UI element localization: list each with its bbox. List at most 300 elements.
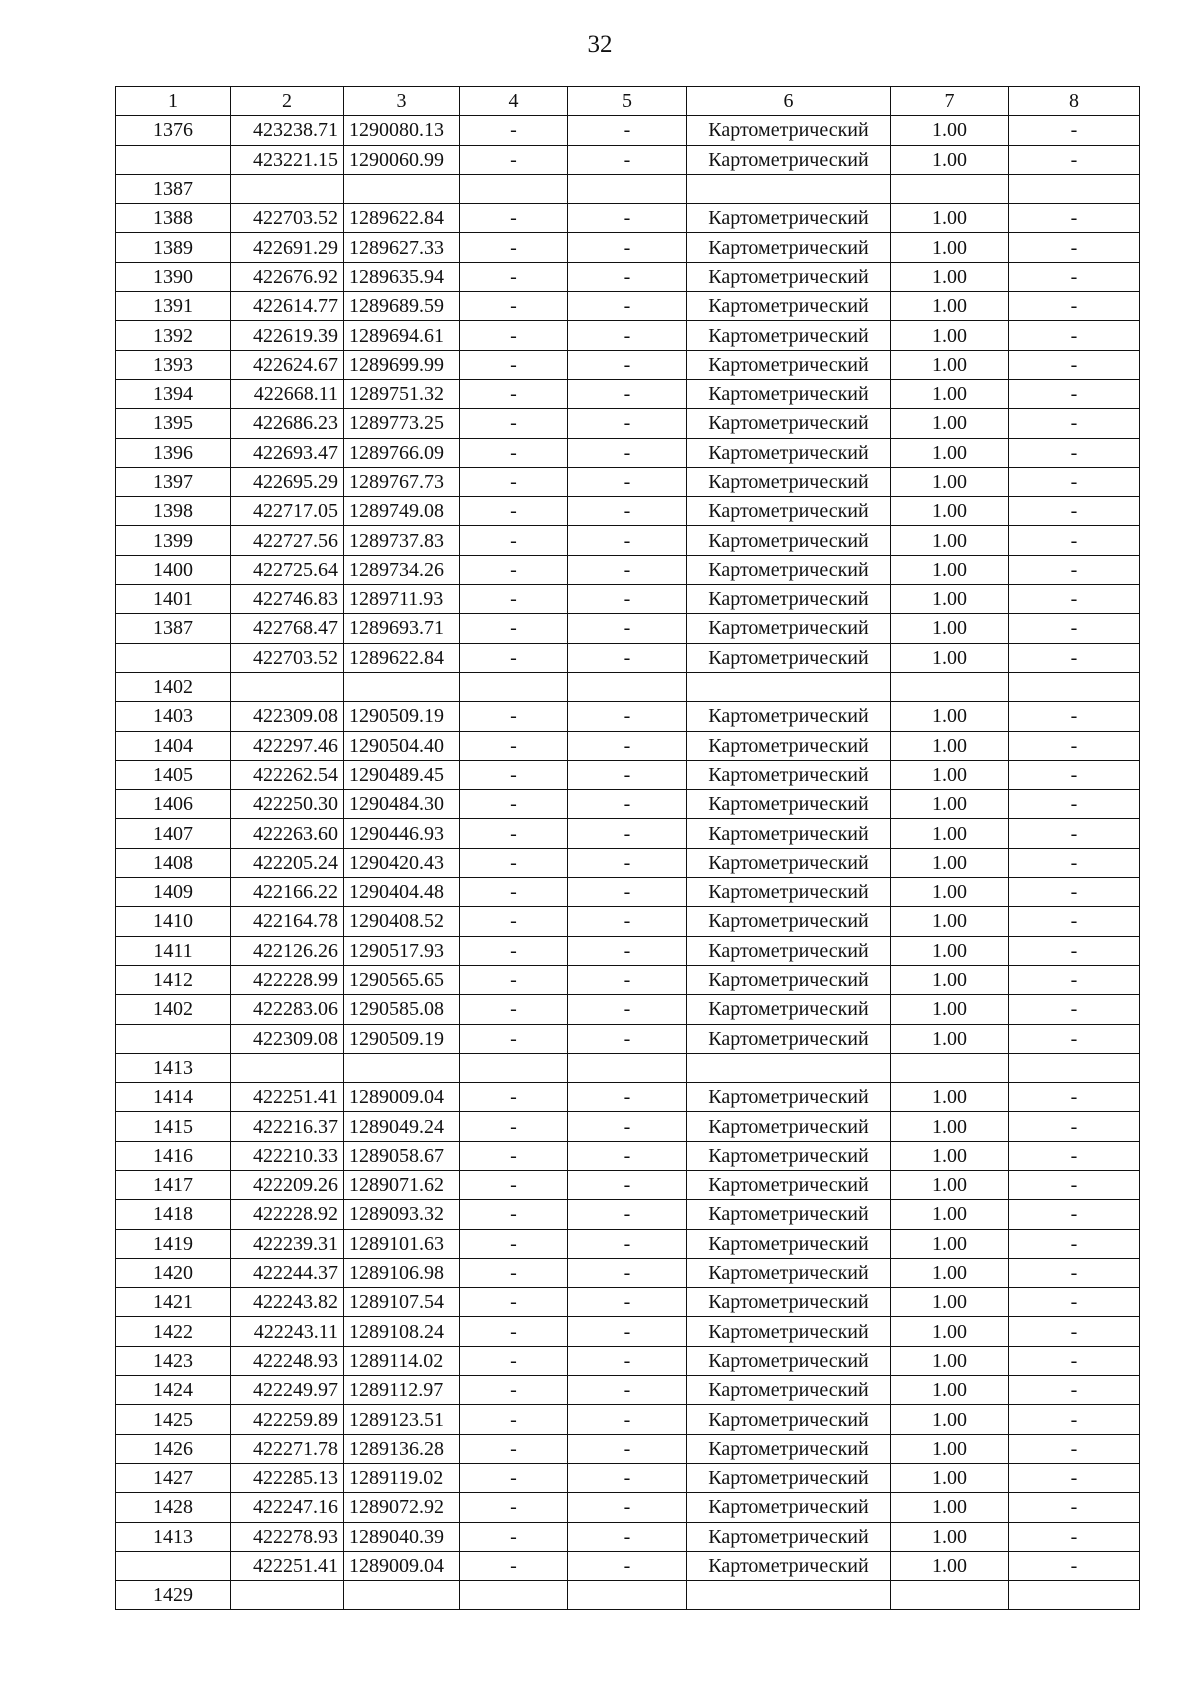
- cell-col-4: -: [460, 848, 568, 877]
- table-row: [116, 1493, 1140, 1522]
- cell-y-coordinate: 1289119.02: [344, 1463, 460, 1492]
- cell-point-number: 1397: [116, 467, 231, 496]
- cell-col-5: -: [568, 1405, 687, 1434]
- cell-point-number: 1387: [116, 614, 231, 643]
- cell-accuracy: 1.00: [891, 204, 1009, 233]
- cell-method: Картометрический: [687, 1376, 891, 1405]
- cell-method: Картометрический: [687, 907, 891, 936]
- cell-col-8: -: [1009, 1141, 1140, 1170]
- table-row: [116, 878, 1140, 907]
- cell-y-coordinate: 1289751.32: [344, 379, 460, 408]
- cell-col-4: -: [460, 1493, 568, 1522]
- cell-col-5: [568, 672, 687, 701]
- cell-point-number: 1418: [116, 1200, 231, 1229]
- column-header-2: 2: [231, 87, 344, 116]
- cell-col-5: -: [568, 1258, 687, 1287]
- cell-x-coordinate: 422727.56: [231, 526, 344, 555]
- cell-col-4: -: [460, 731, 568, 760]
- table-row: [116, 1024, 1140, 1053]
- cell-method: Картометрический: [687, 1434, 891, 1463]
- cell-x-coordinate: 422703.52: [231, 643, 344, 672]
- cell-col-4: -: [460, 1346, 568, 1375]
- cell-y-coordinate: 1290404.48: [344, 878, 460, 907]
- cell-point-number: 1390: [116, 262, 231, 291]
- cell-x-coordinate: 422251.41: [231, 1551, 344, 1580]
- table-row: [116, 819, 1140, 848]
- cell-col-8: -: [1009, 1522, 1140, 1551]
- cell-col-5: -: [568, 467, 687, 496]
- table-row: [116, 1463, 1140, 1492]
- cell-col-5: -: [568, 1170, 687, 1199]
- cell-col-8: -: [1009, 1200, 1140, 1229]
- cell-accuracy: 1.00: [891, 1551, 1009, 1580]
- cell-col-5: -: [568, 1112, 687, 1141]
- cell-col-4: -: [460, 643, 568, 672]
- cell-accuracy: 1.00: [891, 907, 1009, 936]
- cell-method: Картометрический: [687, 965, 891, 994]
- cell-point-number: 1420: [116, 1258, 231, 1287]
- cell-y-coordinate: 1290420.43: [344, 848, 460, 877]
- cell-accuracy: 1.00: [891, 1522, 1009, 1551]
- cell-col-5: -: [568, 790, 687, 819]
- cell-y-coordinate: 1289773.25: [344, 409, 460, 438]
- cell-method: Картометрический: [687, 262, 891, 291]
- table-row: [116, 585, 1140, 614]
- cell-x-coordinate: 422249.97: [231, 1376, 344, 1405]
- cell-col-8: -: [1009, 379, 1140, 408]
- cell-x-coordinate: 422309.08: [231, 702, 344, 731]
- cell-col-8: -: [1009, 116, 1140, 145]
- cell-col-5: -: [568, 731, 687, 760]
- table-row: [116, 1405, 1140, 1434]
- cell-col-5: -: [568, 379, 687, 408]
- cell-col-5: [568, 1581, 687, 1610]
- cell-accuracy: 1.00: [891, 731, 1009, 760]
- cell-y-coordinate: 1289622.84: [344, 204, 460, 233]
- cell-y-coordinate: 1290060.99: [344, 145, 460, 174]
- cell-y-coordinate: 1289114.02: [344, 1346, 460, 1375]
- cell-method: Картометрический: [687, 204, 891, 233]
- cell-col-4: -: [460, 995, 568, 1024]
- cell-point-number: 1376: [116, 116, 231, 145]
- table-row: [116, 145, 1140, 174]
- cell-accuracy: 1.00: [891, 526, 1009, 555]
- cell-method: Картометрический: [687, 1200, 891, 1229]
- cell-point-number: 1419: [116, 1229, 231, 1258]
- cell-point-number: 1387: [116, 174, 231, 203]
- cell-col-5: -: [568, 1493, 687, 1522]
- cell-col-4: -: [460, 1522, 568, 1551]
- column-header-8: 8: [1009, 87, 1140, 116]
- cell-point-number: 1427: [116, 1463, 231, 1492]
- cell-method: Картометрический: [687, 350, 891, 379]
- cell-y-coordinate: 1290080.13: [344, 116, 460, 145]
- cell-col-5: -: [568, 204, 687, 233]
- cell-col-4: -: [460, 526, 568, 555]
- table-row: [116, 1170, 1140, 1199]
- column-header-4: 4: [460, 87, 568, 116]
- cell-x-coordinate: 422243.11: [231, 1317, 344, 1346]
- table-row: [116, 350, 1140, 379]
- table-row: [116, 116, 1140, 145]
- cell-point-number: [116, 643, 231, 672]
- cell-col-8: -: [1009, 790, 1140, 819]
- cell-y-coordinate: 1290565.65: [344, 965, 460, 994]
- cell-method: Картометрический: [687, 702, 891, 731]
- table-body: [116, 116, 1140, 1610]
- cell-col-8: -: [1009, 1551, 1140, 1580]
- cell-point-number: 1402: [116, 672, 231, 701]
- cell-col-5: -: [568, 1024, 687, 1053]
- cell-x-coordinate: 422259.89: [231, 1405, 344, 1434]
- cell-accuracy: 1.00: [891, 497, 1009, 526]
- cell-col-4: -: [460, 1434, 568, 1463]
- cell-col-8: [1009, 1053, 1140, 1082]
- cell-x-coordinate: 422271.78: [231, 1434, 344, 1463]
- table-row: [116, 1083, 1140, 1112]
- cell-accuracy: [891, 174, 1009, 203]
- cell-col-5: -: [568, 585, 687, 614]
- cell-x-coordinate: 422695.29: [231, 467, 344, 496]
- cell-point-number: 1422: [116, 1317, 231, 1346]
- cell-col-8: -: [1009, 907, 1140, 936]
- cell-accuracy: 1.00: [891, 790, 1009, 819]
- cell-y-coordinate: 1289009.04: [344, 1083, 460, 1112]
- cell-col-8: -: [1009, 760, 1140, 789]
- cell-col-4: -: [460, 233, 568, 262]
- cell-y-coordinate: 1289734.26: [344, 555, 460, 584]
- cell-point-number: 1405: [116, 760, 231, 789]
- cell-col-8: -: [1009, 1288, 1140, 1317]
- cell-x-coordinate: 422676.92: [231, 262, 344, 291]
- cell-col-8: -: [1009, 1170, 1140, 1199]
- cell-x-coordinate: 422247.16: [231, 1493, 344, 1522]
- cell-col-8: -: [1009, 233, 1140, 262]
- cell-x-coordinate: 423238.71: [231, 116, 344, 145]
- cell-col-8: -: [1009, 819, 1140, 848]
- cell-col-4: [460, 174, 568, 203]
- cell-method: Картометрический: [687, 585, 891, 614]
- cell-col-5: -: [568, 292, 687, 321]
- cell-method: Картометрический: [687, 731, 891, 760]
- cell-point-number: 1413: [116, 1053, 231, 1082]
- cell-point-number: 1396: [116, 438, 231, 467]
- cell-point-number: 1398: [116, 497, 231, 526]
- table-row: [116, 174, 1140, 203]
- cell-y-coordinate: [344, 174, 460, 203]
- cell-x-coordinate: 422166.22: [231, 878, 344, 907]
- cell-point-number: 1393: [116, 350, 231, 379]
- cell-x-coordinate: [231, 1581, 344, 1610]
- cell-col-8: -: [1009, 409, 1140, 438]
- cell-point-number: 1412: [116, 965, 231, 994]
- cell-col-5: -: [568, 1346, 687, 1375]
- table-row: [116, 643, 1140, 672]
- cell-y-coordinate: [344, 1581, 460, 1610]
- cell-col-8: -: [1009, 145, 1140, 174]
- column-header-1: 1: [116, 87, 231, 116]
- cell-point-number: [116, 1551, 231, 1580]
- cell-col-5: -: [568, 233, 687, 262]
- cell-col-8: -: [1009, 1463, 1140, 1492]
- cell-col-5: -: [568, 497, 687, 526]
- cell-col-4: -: [460, 350, 568, 379]
- table-row: [116, 731, 1140, 760]
- table-row: [116, 555, 1140, 584]
- cell-col-4: -: [460, 204, 568, 233]
- cell-point-number: 1417: [116, 1170, 231, 1199]
- cell-y-coordinate: 1290446.93: [344, 819, 460, 848]
- cell-x-coordinate: 422717.05: [231, 497, 344, 526]
- cell-accuracy: 1.00: [891, 233, 1009, 262]
- cell-x-coordinate: 422126.26: [231, 936, 344, 965]
- cell-point-number: 1415: [116, 1112, 231, 1141]
- table-row: [116, 995, 1140, 1024]
- cell-x-coordinate: 422725.64: [231, 555, 344, 584]
- cell-point-number: 1407: [116, 819, 231, 848]
- cell-accuracy: 1.00: [891, 760, 1009, 789]
- cell-x-coordinate: 422209.26: [231, 1170, 344, 1199]
- cell-col-8: -: [1009, 1083, 1140, 1112]
- cell-col-8: -: [1009, 350, 1140, 379]
- cell-accuracy: 1.00: [891, 1493, 1009, 1522]
- cell-method: Картометрический: [687, 1463, 891, 1492]
- cell-col-5: -: [568, 1434, 687, 1463]
- cell-accuracy: 1.00: [891, 1317, 1009, 1346]
- cell-accuracy: 1.00: [891, 1170, 1009, 1199]
- cell-col-5: -: [568, 116, 687, 145]
- cell-col-5: -: [568, 1229, 687, 1258]
- cell-col-8: -: [1009, 497, 1140, 526]
- cell-col-8: -: [1009, 585, 1140, 614]
- cell-accuracy: 1.00: [891, 1083, 1009, 1112]
- cell-accuracy: 1.00: [891, 936, 1009, 965]
- cell-method: Картометрический: [687, 379, 891, 408]
- cell-accuracy: [891, 1053, 1009, 1082]
- cell-col-8: -: [1009, 1229, 1140, 1258]
- cell-point-number: 1429: [116, 1581, 231, 1610]
- table-row: [116, 1141, 1140, 1170]
- header-row: [116, 87, 1140, 116]
- cell-col-5: -: [568, 1551, 687, 1580]
- cell-x-coordinate: 422297.46: [231, 731, 344, 760]
- table-row: [116, 1317, 1140, 1346]
- table-row: [116, 790, 1140, 819]
- cell-col-5: -: [568, 848, 687, 877]
- cell-accuracy: [891, 1581, 1009, 1610]
- cell-col-5: -: [568, 936, 687, 965]
- cell-col-5: [568, 1053, 687, 1082]
- cell-point-number: 1414: [116, 1083, 231, 1112]
- cell-point-number: 1428: [116, 1493, 231, 1522]
- cell-col-8: -: [1009, 1405, 1140, 1434]
- cell-col-8: -: [1009, 643, 1140, 672]
- cell-col-5: -: [568, 1083, 687, 1112]
- table-row: [116, 233, 1140, 262]
- cell-col-8: -: [1009, 204, 1140, 233]
- cell-y-coordinate: 1289627.33: [344, 233, 460, 262]
- table-row: [116, 379, 1140, 408]
- cell-col-8: -: [1009, 878, 1140, 907]
- cell-col-5: -: [568, 878, 687, 907]
- cell-method: Картометрический: [687, 1024, 891, 1053]
- cell-accuracy: 1.00: [891, 262, 1009, 291]
- table-row: [116, 936, 1140, 965]
- cell-accuracy: 1.00: [891, 965, 1009, 994]
- cell-x-coordinate: 422619.39: [231, 321, 344, 350]
- cell-point-number: 1388: [116, 204, 231, 233]
- cell-y-coordinate: 1289622.84: [344, 643, 460, 672]
- table-row: [116, 702, 1140, 731]
- table-row: [116, 1229, 1140, 1258]
- cell-y-coordinate: 1289107.54: [344, 1288, 460, 1317]
- cell-col-5: -: [568, 262, 687, 291]
- cell-col-5: -: [568, 1288, 687, 1317]
- cell-col-4: -: [460, 878, 568, 907]
- cell-point-number: 1403: [116, 702, 231, 731]
- cell-accuracy: 1.00: [891, 585, 1009, 614]
- cell-col-4: -: [460, 1024, 568, 1053]
- cell-y-coordinate: 1289049.24: [344, 1112, 460, 1141]
- table-row: [116, 907, 1140, 936]
- cell-x-coordinate: 422164.78: [231, 907, 344, 936]
- cell-point-number: 1391: [116, 292, 231, 321]
- cell-method: Картометрический: [687, 1288, 891, 1317]
- cell-col-5: -: [568, 614, 687, 643]
- column-header-5: 5: [568, 87, 687, 116]
- table-row: [116, 321, 1140, 350]
- cell-accuracy: 1.00: [891, 1376, 1009, 1405]
- cell-y-coordinate: 1290408.52: [344, 907, 460, 936]
- cell-x-coordinate: 422262.54: [231, 760, 344, 789]
- cell-method: Картометрический: [687, 409, 891, 438]
- cell-col-4: -: [460, 1288, 568, 1317]
- cell-x-coordinate: 422228.99: [231, 965, 344, 994]
- cell-method: Картометрический: [687, 497, 891, 526]
- cell-method: Картометрический: [687, 1083, 891, 1112]
- cell-col-8: -: [1009, 995, 1140, 1024]
- cell-col-4: -: [460, 1229, 568, 1258]
- cell-col-5: -: [568, 995, 687, 1024]
- cell-method: Картометрический: [687, 995, 891, 1024]
- cell-y-coordinate: 1289101.63: [344, 1229, 460, 1258]
- cell-x-coordinate: 422309.08: [231, 1024, 344, 1053]
- cell-method: Картометрический: [687, 1317, 891, 1346]
- cell-method: Картометрический: [687, 936, 891, 965]
- cell-col-5: -: [568, 819, 687, 848]
- cell-method: Картометрический: [687, 1346, 891, 1375]
- cell-col-4: -: [460, 702, 568, 731]
- cell-accuracy: 1.00: [891, 116, 1009, 145]
- table-row: [116, 1346, 1140, 1375]
- cell-col-4: -: [460, 1141, 568, 1170]
- cell-x-coordinate: 422624.67: [231, 350, 344, 379]
- cell-col-4: -: [460, 965, 568, 994]
- cell-method: Картометрический: [687, 116, 891, 145]
- cell-accuracy: 1.00: [891, 1024, 1009, 1053]
- cell-method: Картометрический: [687, 467, 891, 496]
- cell-x-coordinate: 422668.11: [231, 379, 344, 408]
- cell-col-4: -: [460, 936, 568, 965]
- cell-col-5: -: [568, 409, 687, 438]
- cell-method: Картометрический: [687, 1229, 891, 1258]
- cell-x-coordinate: [231, 672, 344, 701]
- table-row: [116, 409, 1140, 438]
- cell-accuracy: 1.00: [891, 1200, 1009, 1229]
- cell-col-4: -: [460, 1551, 568, 1580]
- cell-col-5: -: [568, 965, 687, 994]
- cell-method: Картометрический: [687, 145, 891, 174]
- table-row: [116, 1434, 1140, 1463]
- cell-x-coordinate: 422746.83: [231, 585, 344, 614]
- cell-method: Картометрический: [687, 760, 891, 789]
- cell-x-coordinate: [231, 1053, 344, 1082]
- cell-col-5: -: [568, 145, 687, 174]
- table-row: [116, 526, 1140, 555]
- cell-accuracy: 1.00: [891, 1463, 1009, 1492]
- cell-col-5: -: [568, 1317, 687, 1346]
- cell-method: Картометрический: [687, 1170, 891, 1199]
- cell-col-4: -: [460, 321, 568, 350]
- cell-method: Картометрический: [687, 555, 891, 584]
- cell-y-coordinate: 1289009.04: [344, 1551, 460, 1580]
- cell-col-8: [1009, 174, 1140, 203]
- cell-col-8: -: [1009, 1346, 1140, 1375]
- cell-col-4: -: [460, 614, 568, 643]
- cell-x-coordinate: 422243.82: [231, 1288, 344, 1317]
- cell-accuracy: 1.00: [891, 292, 1009, 321]
- cell-col-4: -: [460, 409, 568, 438]
- cell-col-8: -: [1009, 438, 1140, 467]
- cell-y-coordinate: 1290504.40: [344, 731, 460, 760]
- cell-accuracy: 1.00: [891, 379, 1009, 408]
- cell-y-coordinate: 1289711.93: [344, 585, 460, 614]
- cell-method: Картометрический: [687, 1405, 891, 1434]
- cell-x-coordinate: 422693.47: [231, 438, 344, 467]
- table-row: [116, 1112, 1140, 1141]
- cell-col-4: -: [460, 1405, 568, 1434]
- cell-accuracy: 1.00: [891, 702, 1009, 731]
- cell-x-coordinate: 422210.33: [231, 1141, 344, 1170]
- table-row: [116, 672, 1140, 701]
- cell-method: Картометрический: [687, 1141, 891, 1170]
- cell-y-coordinate: 1289123.51: [344, 1405, 460, 1434]
- cell-col-4: -: [460, 262, 568, 291]
- cell-method: Картометрический: [687, 233, 891, 262]
- cell-y-coordinate: 1289093.32: [344, 1200, 460, 1229]
- cell-y-coordinate: 1289635.94: [344, 262, 460, 291]
- cell-col-4: -: [460, 907, 568, 936]
- cell-col-8: -: [1009, 1317, 1140, 1346]
- table-row: [116, 1376, 1140, 1405]
- cell-col-5: [568, 174, 687, 203]
- cell-col-8: -: [1009, 936, 1140, 965]
- table-row: [116, 1053, 1140, 1082]
- cell-x-coordinate: 422228.92: [231, 1200, 344, 1229]
- cell-col-4: -: [460, 1112, 568, 1141]
- column-header-7: 7: [891, 87, 1009, 116]
- cell-point-number: 1416: [116, 1141, 231, 1170]
- cell-method: [687, 1053, 891, 1082]
- cell-method: Картометрический: [687, 848, 891, 877]
- cell-accuracy: 1.00: [891, 995, 1009, 1024]
- table-row: [116, 467, 1140, 496]
- cell-col-4: -: [460, 292, 568, 321]
- cell-col-4: -: [460, 819, 568, 848]
- cell-col-4: [460, 672, 568, 701]
- table-row: [116, 1200, 1140, 1229]
- cell-method: [687, 174, 891, 203]
